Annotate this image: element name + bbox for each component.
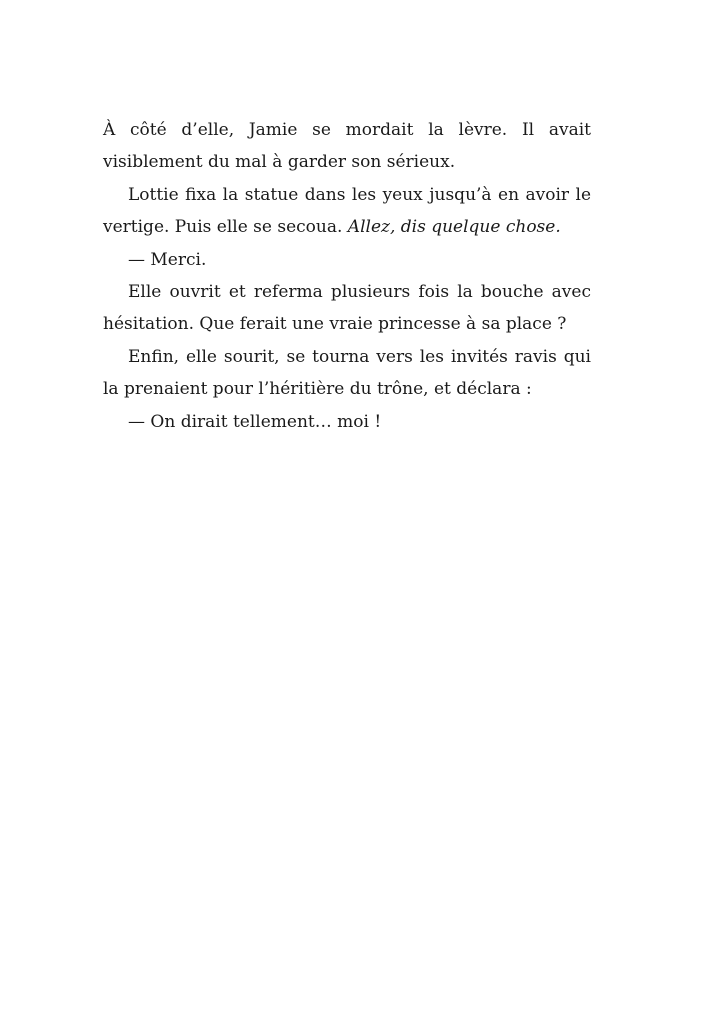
paragraph-2-italic: Allez, dis quelque chose. — [347, 217, 561, 238]
paragraph-2 — [103, 179, 591, 244]
paragraph-6: — On dirait tellement… moi ! — [128, 411, 382, 432]
page-text — [103, 114, 591, 438]
paragraph-4: Elle ouvrit et referma plusieurs fois la bouche avec hésitation. Que ferait une vraie princesse à sa place ? — [103, 282, 591, 335]
paragraph-5: Enfin, elle sourit, se tourna vers les invités ravis qui la prenaient pour l’héritière du trône, et déclara : — [103, 346, 591, 400]
paragraph-3: — Merci. — [128, 249, 207, 270]
paragraph-1: À côté d’elle, Jamie se mordait la lèvre. Il avait visiblement du mal à garder son sérieux. — [103, 120, 591, 173]
paragraph-2-text: Lottie fixa la statue dans les yeux jusqu’à en avoir le vertige. Puis elle se secoua. — [103, 184, 591, 238]
